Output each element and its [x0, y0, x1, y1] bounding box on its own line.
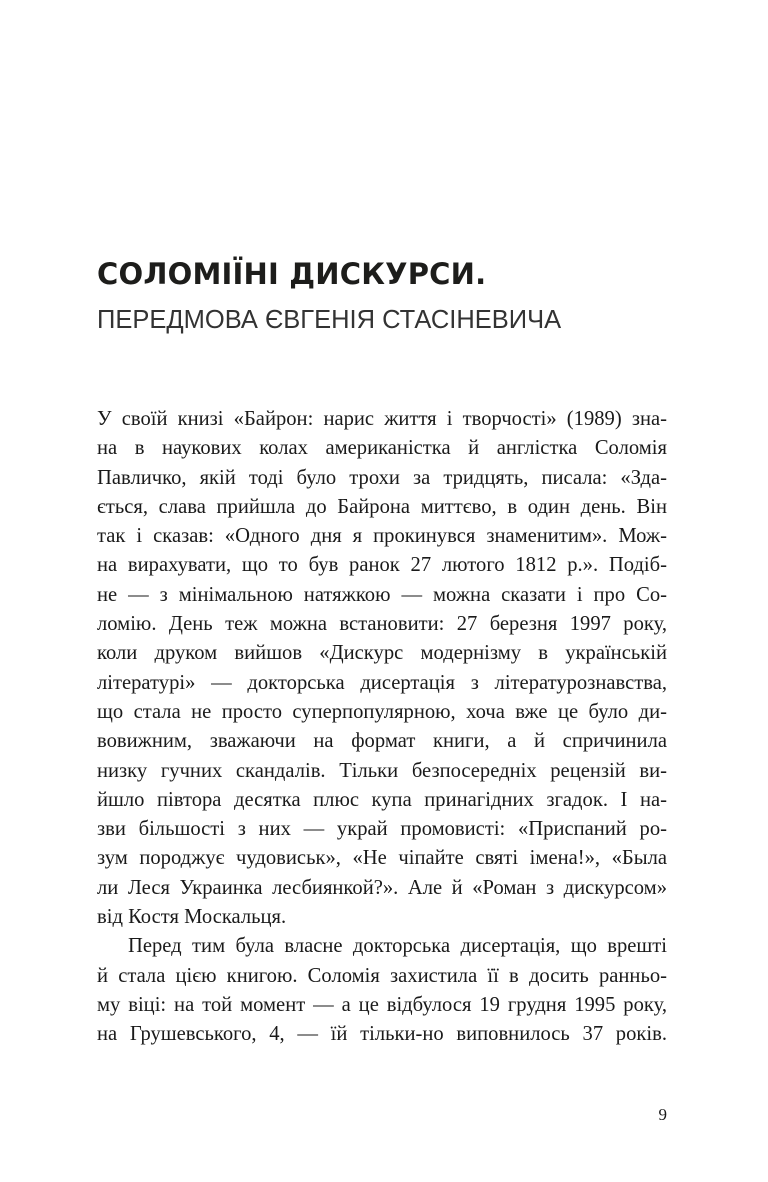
text-line: й стала цією книгою. Соломія захистила її в досить ранньо- — [97, 964, 667, 987]
text-line: коли друком вийшов «Дискурс модернізму в українській — [97, 642, 667, 665]
text-line: му віці: на той момент — а це відбулося 19 грудня 1995 року, — [97, 993, 667, 1016]
paragraph-1 — [97, 405, 667, 932]
text-line: У своїй книзі «Байрон: нарис життя і творчості» (1989) зна- — [97, 408, 667, 430]
body-text — [97, 405, 667, 1050]
text-line: літературі» — докторська дисертація з літературознавства, — [97, 671, 667, 694]
text-line: на Грушевського, 4, — їй тільки-но виповнилось 37 років. — [97, 1023, 667, 1046]
text-line: Павличко, якій тоді було трохи за тридцять, писала: «Зда- — [97, 466, 667, 489]
text-line: ли Леся Украинка лесбиянкой?». Але й «Роман з дискурсом» — [97, 876, 667, 899]
text-line: на в наукових колах американістка й англістка Соломія — [97, 437, 667, 460]
text-line: так і сказав: «Одного дня я прокинувся знаменитим». Мож- — [97, 525, 667, 548]
text-line: зум породжує чудовиськ», «Не чіпайте святі імена!», «Была — [97, 847, 667, 870]
chapter-subtitle: ПЕРЕДМОВА ЄВГЕНІЯ СТАСІНЕВИЧА — [97, 306, 562, 334]
text-line: зви більшості з них — украй промовисті: «Приспаний ро- — [97, 818, 667, 841]
text-line: вовижним, зважаючи на формат книги, а й спричинила — [97, 730, 667, 753]
chapter-title: СОЛОМІЇНІ ДИСКУРСИ. — [97, 257, 487, 291]
text-line: від Костя Москальця. — [97, 906, 287, 929]
text-line: низку гучних скандалів. Тільки безпосередніх рецензій ви- — [97, 759, 667, 782]
page-number: 9 — [658, 1105, 667, 1124]
text-line: що стала не просто суперпопулярною, хоча вже це було ди- — [97, 700, 667, 723]
text-line: ється, слава прийшла до Байрона миттєво, в один день. Він — [97, 495, 667, 518]
text-line: ломію. День теж можна встановити: 27 березня 1997 року, — [97, 613, 667, 636]
text-line: йшло півтора десятка плюс купа принагідних згадок. І на- — [97, 788, 667, 811]
text-line: не — з мінімальною натяжкою — можна сказати і про Со- — [97, 583, 667, 606]
paragraph-2 — [97, 932, 667, 1049]
text-line: Перед тим була власне докторська дисертація, що врешті — [128, 935, 667, 958]
text-line: на вирахувати, що то був ранок 27 лютого 1812 р.». Подіб- — [97, 554, 667, 577]
chapter-heading — [97, 254, 697, 338]
